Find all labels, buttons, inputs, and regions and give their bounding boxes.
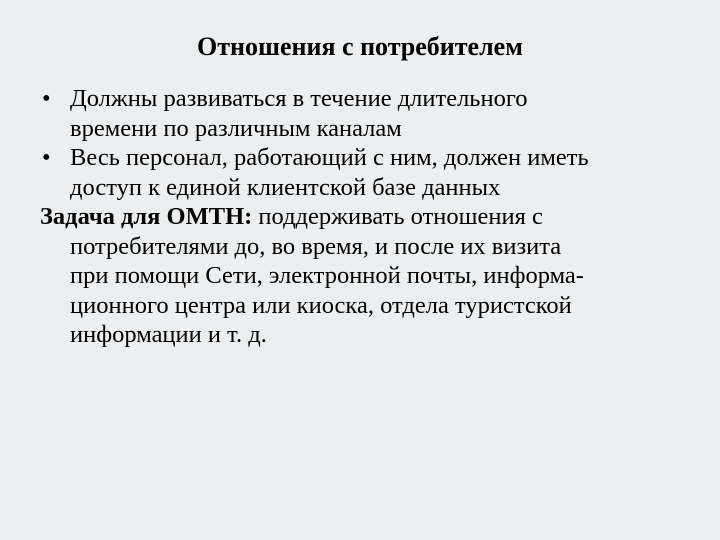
task-line: информации и т. д. — [70, 321, 267, 348]
task-line: ционного центра или киоска, отдела туристской — [70, 291, 572, 319]
task-first-line-text: поддерживать отношения с — [252, 203, 543, 230]
bullet-line: доступ к единой клиентской базе данных — [70, 173, 501, 201]
bullet-item-2 — [40, 143, 700, 202]
slide-title: Отношения с потребителем — [197, 32, 523, 61]
bullet-line: Должны развиваться в течение длительного — [70, 85, 528, 112]
bullet-line: времени по различным каналам — [70, 114, 402, 142]
task-label: Задача для ОМТН: — [40, 203, 253, 230]
task-line: при помощи Сети, электронной почты, информа- — [70, 262, 584, 289]
task-line: потребителями до, во время, и после их визита — [70, 232, 562, 260]
bullet-marker: • — [42, 85, 51, 112]
slide-body — [40, 84, 700, 350]
task-first-line — [40, 202, 700, 232]
bullet-line: Весь персонал, работающий с ним, должен иметь — [70, 144, 589, 171]
task-paragraph — [40, 202, 700, 350]
bullet-marker: • — [42, 144, 51, 171]
bullet-item-1 — [40, 84, 700, 143]
